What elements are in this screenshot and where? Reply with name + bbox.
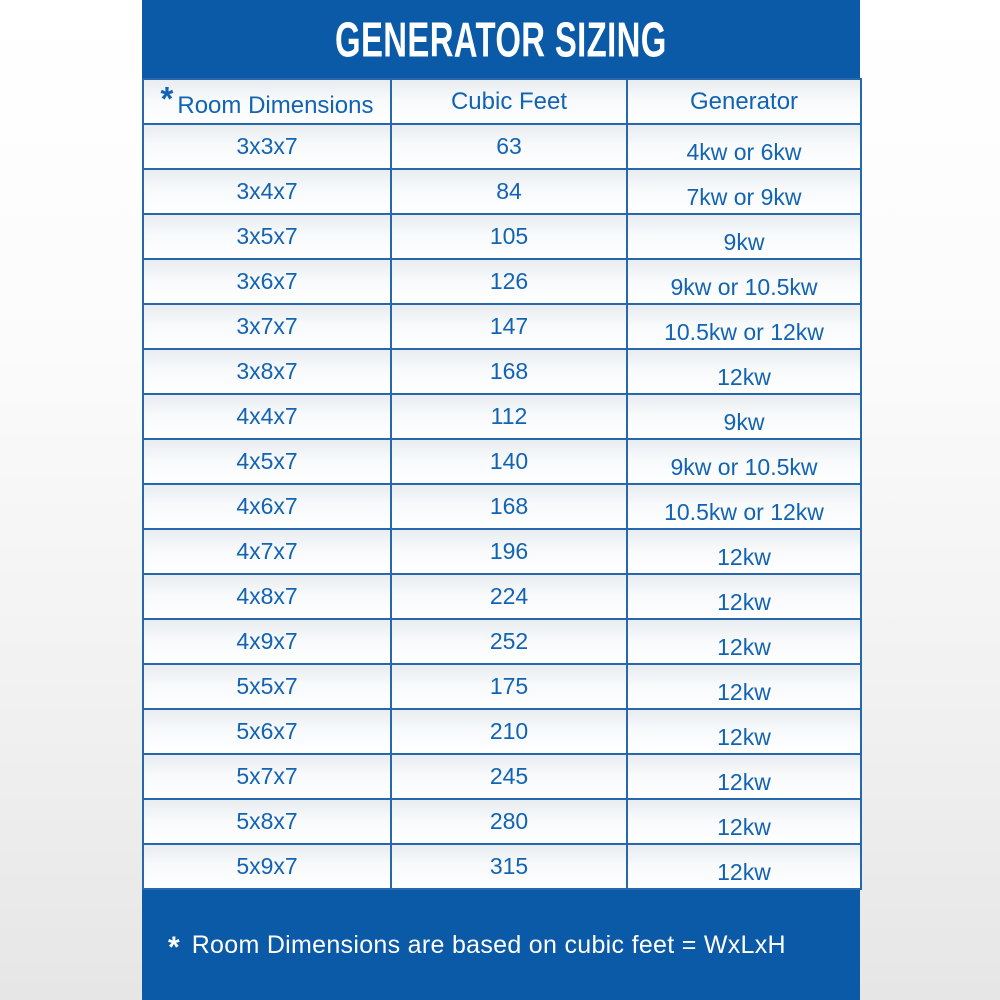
table-row — [143, 439, 861, 484]
cell-generator — [627, 664, 861, 709]
generator-value: 12kw — [717, 859, 771, 885]
table-row — [143, 664, 861, 709]
cubic-feet-value: 245 — [489, 763, 529, 789]
cubic-feet-value: 112 — [490, 403, 528, 429]
cell-room-dimensions — [143, 214, 391, 259]
cell-cubic-feet — [391, 619, 627, 664]
cubic-feet-value: 168 — [489, 493, 529, 519]
table-row — [143, 304, 861, 349]
cell-room-dimensions — [143, 709, 391, 754]
cell-room-dimensions — [143, 754, 391, 799]
room-dimensions-value: 3x8x7 — [236, 358, 298, 384]
table-row — [143, 484, 861, 529]
table-row — [143, 754, 861, 799]
cell-generator — [627, 799, 861, 844]
cubic-feet-value: 280 — [489, 808, 529, 834]
generator-value: 9kw or 10.5kw — [670, 454, 818, 480]
cell-cubic-feet — [391, 484, 627, 529]
column-header-cubic-feet — [391, 79, 627, 124]
cell-cubic-feet — [391, 214, 627, 259]
cell-room-dimensions — [143, 439, 391, 484]
room-dimensions-value: 4x9x7 — [236, 628, 298, 654]
table-row — [143, 619, 861, 664]
cell-room-dimensions — [143, 124, 391, 169]
cell-cubic-feet — [391, 664, 627, 709]
cell-cubic-feet — [391, 574, 627, 619]
cell-cubic-feet — [391, 349, 627, 394]
generator-value: 9kw — [723, 409, 765, 435]
cell-cubic-feet — [391, 124, 627, 169]
cell-room-dimensions — [143, 664, 391, 709]
table-row — [143, 124, 861, 169]
room-dimensions-value: 5x8x7 — [236, 808, 298, 834]
column-header-generator — [627, 79, 861, 124]
cell-cubic-feet — [391, 844, 627, 889]
cubic-feet-value: 63 — [496, 133, 522, 159]
cell-cubic-feet — [391, 304, 627, 349]
cell-generator — [627, 529, 861, 574]
cell-generator — [627, 394, 861, 439]
table-row — [143, 799, 861, 844]
page-title: GENERATOR SIZING — [335, 11, 667, 67]
cell-generator — [627, 619, 861, 664]
cell-room-dimensions — [143, 349, 391, 394]
column-header-label-generator: Generator — [689, 87, 799, 115]
column-header-label-room-dimensions: Room Dimensions — [177, 91, 374, 119]
cubic-feet-value: 175 — [489, 673, 529, 699]
generator-value: 4kw or 6kw — [686, 139, 802, 165]
cubic-feet-value: 168 — [489, 358, 529, 384]
generator-sizing-panel — [142, 0, 860, 1000]
asterisk-mark: * — [160, 79, 174, 117]
cell-cubic-feet — [391, 169, 627, 214]
cubic-feet-value: 224 — [489, 583, 529, 609]
generator-value: 12kw — [717, 364, 771, 390]
cell-cubic-feet — [391, 259, 627, 304]
cell-room-dimensions — [143, 394, 391, 439]
cubic-feet-value: 315 — [489, 853, 529, 879]
room-dimensions-value: 4x5x7 — [236, 448, 298, 474]
cubic-feet-value: 84 — [496, 178, 522, 204]
room-dimensions-value: 3x3x7 — [236, 133, 298, 159]
cell-cubic-feet — [391, 439, 627, 484]
cell-generator — [627, 349, 861, 394]
generator-value: 7kw or 9kw — [686, 184, 802, 210]
room-dimensions-value: 3x7x7 — [236, 313, 298, 339]
cell-generator — [627, 169, 861, 214]
generator-value: 12kw — [717, 724, 771, 750]
cell-cubic-feet — [391, 799, 627, 844]
cell-room-dimensions — [143, 799, 391, 844]
generator-value: 12kw — [717, 589, 771, 615]
room-dimensions-value: 3x5x7 — [236, 223, 298, 249]
table-header-row — [143, 79, 861, 124]
column-header-room-dimensions — [143, 79, 391, 124]
cubic-feet-value: 196 — [489, 538, 529, 564]
cell-generator — [627, 574, 861, 619]
generator-value: 10.5kw or 12kw — [664, 319, 824, 345]
cell-generator — [627, 754, 861, 799]
cell-generator — [627, 214, 861, 259]
table-row — [143, 709, 861, 754]
cell-generator — [627, 259, 861, 304]
cell-room-dimensions — [143, 529, 391, 574]
cell-generator — [627, 844, 861, 889]
cell-cubic-feet — [391, 709, 627, 754]
cell-room-dimensions — [143, 169, 391, 214]
table-row — [143, 259, 861, 304]
cell-room-dimensions — [143, 619, 391, 664]
room-dimensions-value: 3x6x7 — [236, 268, 298, 294]
cubic-feet-value: 105 — [489, 223, 529, 249]
table-row — [143, 214, 861, 259]
generator-value: 12kw — [717, 769, 771, 795]
asterisk-mark: * — [168, 931, 180, 964]
room-dimensions-value: 5x7x7 — [236, 763, 298, 789]
cell-room-dimensions — [143, 484, 391, 529]
room-dimensions-value: 5x5x7 — [236, 673, 298, 699]
room-dimensions-value: 4x4x7 — [236, 403, 298, 429]
generator-value: 12kw — [717, 634, 771, 660]
cubic-feet-value: 140 — [489, 448, 529, 474]
generator-value: 9kw — [723, 229, 765, 255]
room-dimensions-value: 5x9x7 — [236, 853, 298, 879]
cell-cubic-feet — [391, 529, 627, 574]
table-row — [143, 574, 861, 619]
cubic-feet-value: 210 — [489, 718, 529, 744]
cubic-feet-value: 252 — [489, 628, 529, 654]
cell-generator — [627, 439, 861, 484]
cell-room-dimensions — [143, 259, 391, 304]
generator-value: 12kw — [717, 814, 771, 840]
cubic-feet-value: 147 — [489, 313, 529, 339]
table-row — [143, 169, 861, 214]
footnote-band — [142, 890, 860, 1000]
generator-value: 12kw — [717, 544, 771, 570]
cell-room-dimensions — [143, 844, 391, 889]
cell-cubic-feet — [391, 394, 627, 439]
cell-generator — [627, 124, 861, 169]
room-dimensions-value: 4x6x7 — [236, 493, 298, 519]
generator-value: 12kw — [717, 679, 771, 705]
generator-value: 10.5kw or 12kw — [664, 499, 824, 525]
table-row — [143, 349, 861, 394]
cell-room-dimensions — [143, 304, 391, 349]
room-dimensions-value: 3x4x7 — [236, 178, 298, 204]
cell-generator — [627, 304, 861, 349]
room-dimensions-value: 4x8x7 — [236, 583, 298, 609]
cell-generator — [627, 484, 861, 529]
generator-value: 9kw or 10.5kw — [670, 274, 818, 300]
table-row — [143, 844, 861, 889]
generator-sizing-table — [142, 78, 862, 890]
cell-room-dimensions — [143, 574, 391, 619]
cubic-feet-value: 126 — [489, 268, 529, 294]
cell-cubic-feet — [391, 754, 627, 799]
cell-generator — [627, 709, 861, 754]
room-dimensions-value: 4x7x7 — [236, 538, 298, 564]
title-banner — [142, 0, 860, 78]
room-dimensions-value: 5x6x7 — [236, 718, 298, 744]
column-header-label-cubic-feet: Cubic Feet — [450, 87, 568, 115]
footnote-text: Room Dimensions are based on cubic feet = WxLxH — [191, 930, 786, 959]
table-row — [143, 394, 861, 439]
table-body — [143, 124, 861, 889]
table-row — [143, 529, 861, 574]
